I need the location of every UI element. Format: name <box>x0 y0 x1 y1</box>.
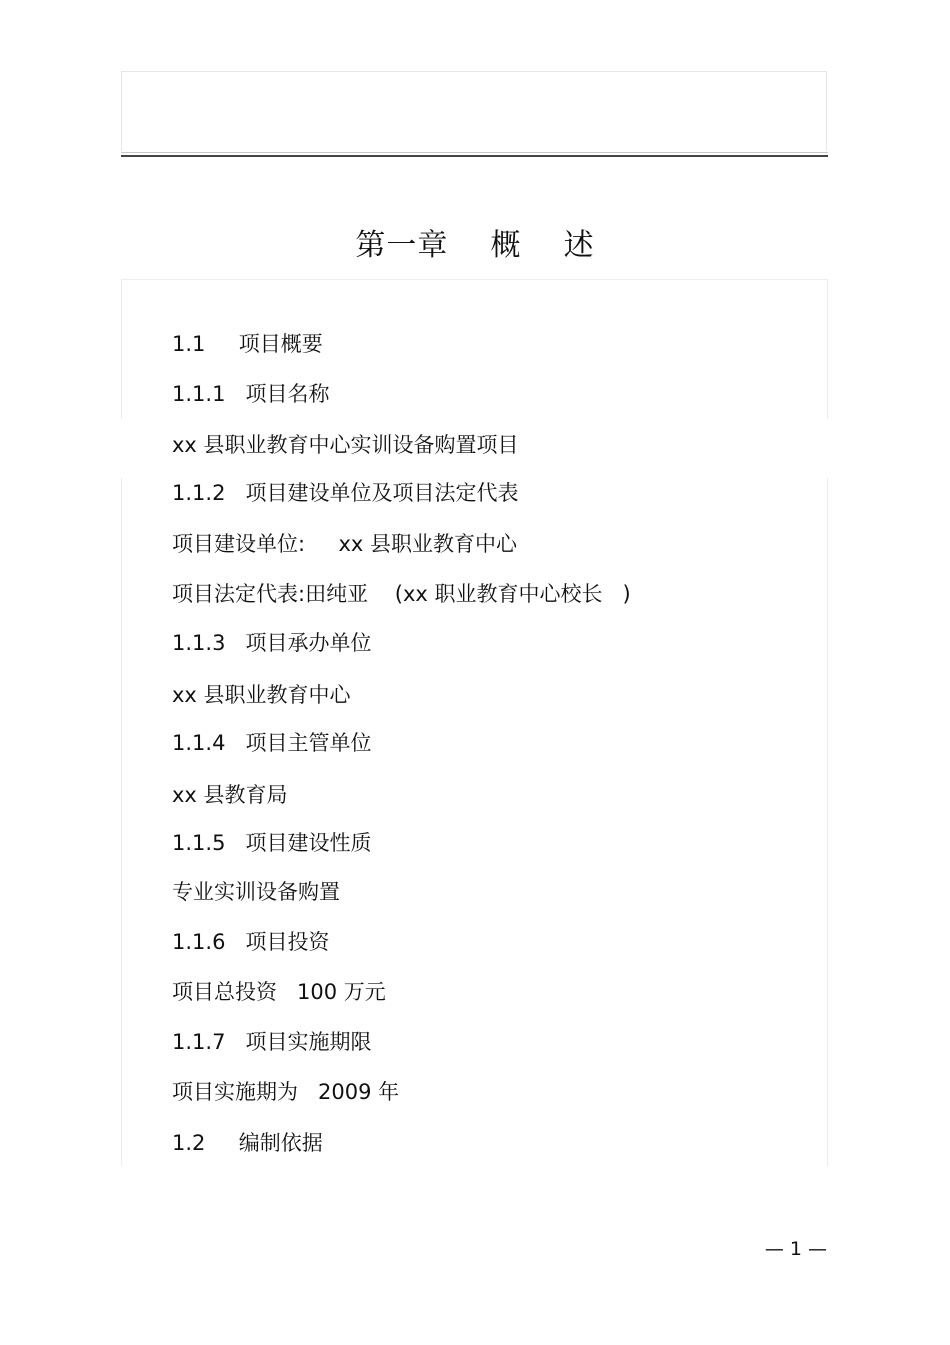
header-rule-thin <box>121 152 828 153</box>
project-name-text: xx 县职业教育中心实训设备购置项目 <box>172 433 519 457</box>
construction-nature-text: 专业实训设备购置 <box>172 880 340 904</box>
section-heading-1-1: 1.1 项目概要 <box>172 332 323 356</box>
page-number: — 1 — <box>764 1238 827 1260</box>
chapter-title: 第一章 概 述 <box>355 228 595 263</box>
subsection-heading-1-1-7: 1.1.7 项目实施期限 <box>172 1030 372 1054</box>
undertaking-unit-text: xx 县职业教育中心 <box>172 683 351 707</box>
subsection-heading-1-1-3: 1.1.3 项目承办单位 <box>172 631 372 655</box>
header-rule-thick <box>121 155 828 157</box>
content-frame-left <box>121 279 122 419</box>
page-header-box <box>121 71 827 151</box>
content-frame-left-lower <box>121 478 122 1166</box>
implementation-period-text: 项目实施期为 2009 年 <box>172 1080 400 1104</box>
subsection-heading-1-1-5: 1.1.5 项目建设性质 <box>172 831 372 855</box>
construction-unit-text: 项目建设单位: xx 县职业教育中心 <box>172 532 517 556</box>
content-frame-right <box>827 279 828 419</box>
content-frame-right-lower <box>827 478 828 1166</box>
content-frame-top <box>121 279 828 280</box>
subsection-heading-1-1-6: 1.1.6 项目投资 <box>172 930 330 954</box>
investment-text: 项目总投资 100 万元 <box>172 980 386 1004</box>
subsection-heading-1-1-1: 1.1.1 项目名称 <box>172 382 330 406</box>
legal-representative-text: 项目法定代表:田纯亚 (xx 职业教育中心校长 ) <box>172 582 631 606</box>
subsection-heading-1-1-4: 1.1.4 项目主管单位 <box>172 731 372 755</box>
supervising-unit-text: xx 县教育局 <box>172 783 288 807</box>
section-heading-1-2: 1.2 编制依据 <box>172 1131 323 1155</box>
subsection-heading-1-1-2: 1.1.2 项目建设单位及项目法定代表 <box>172 481 519 505</box>
